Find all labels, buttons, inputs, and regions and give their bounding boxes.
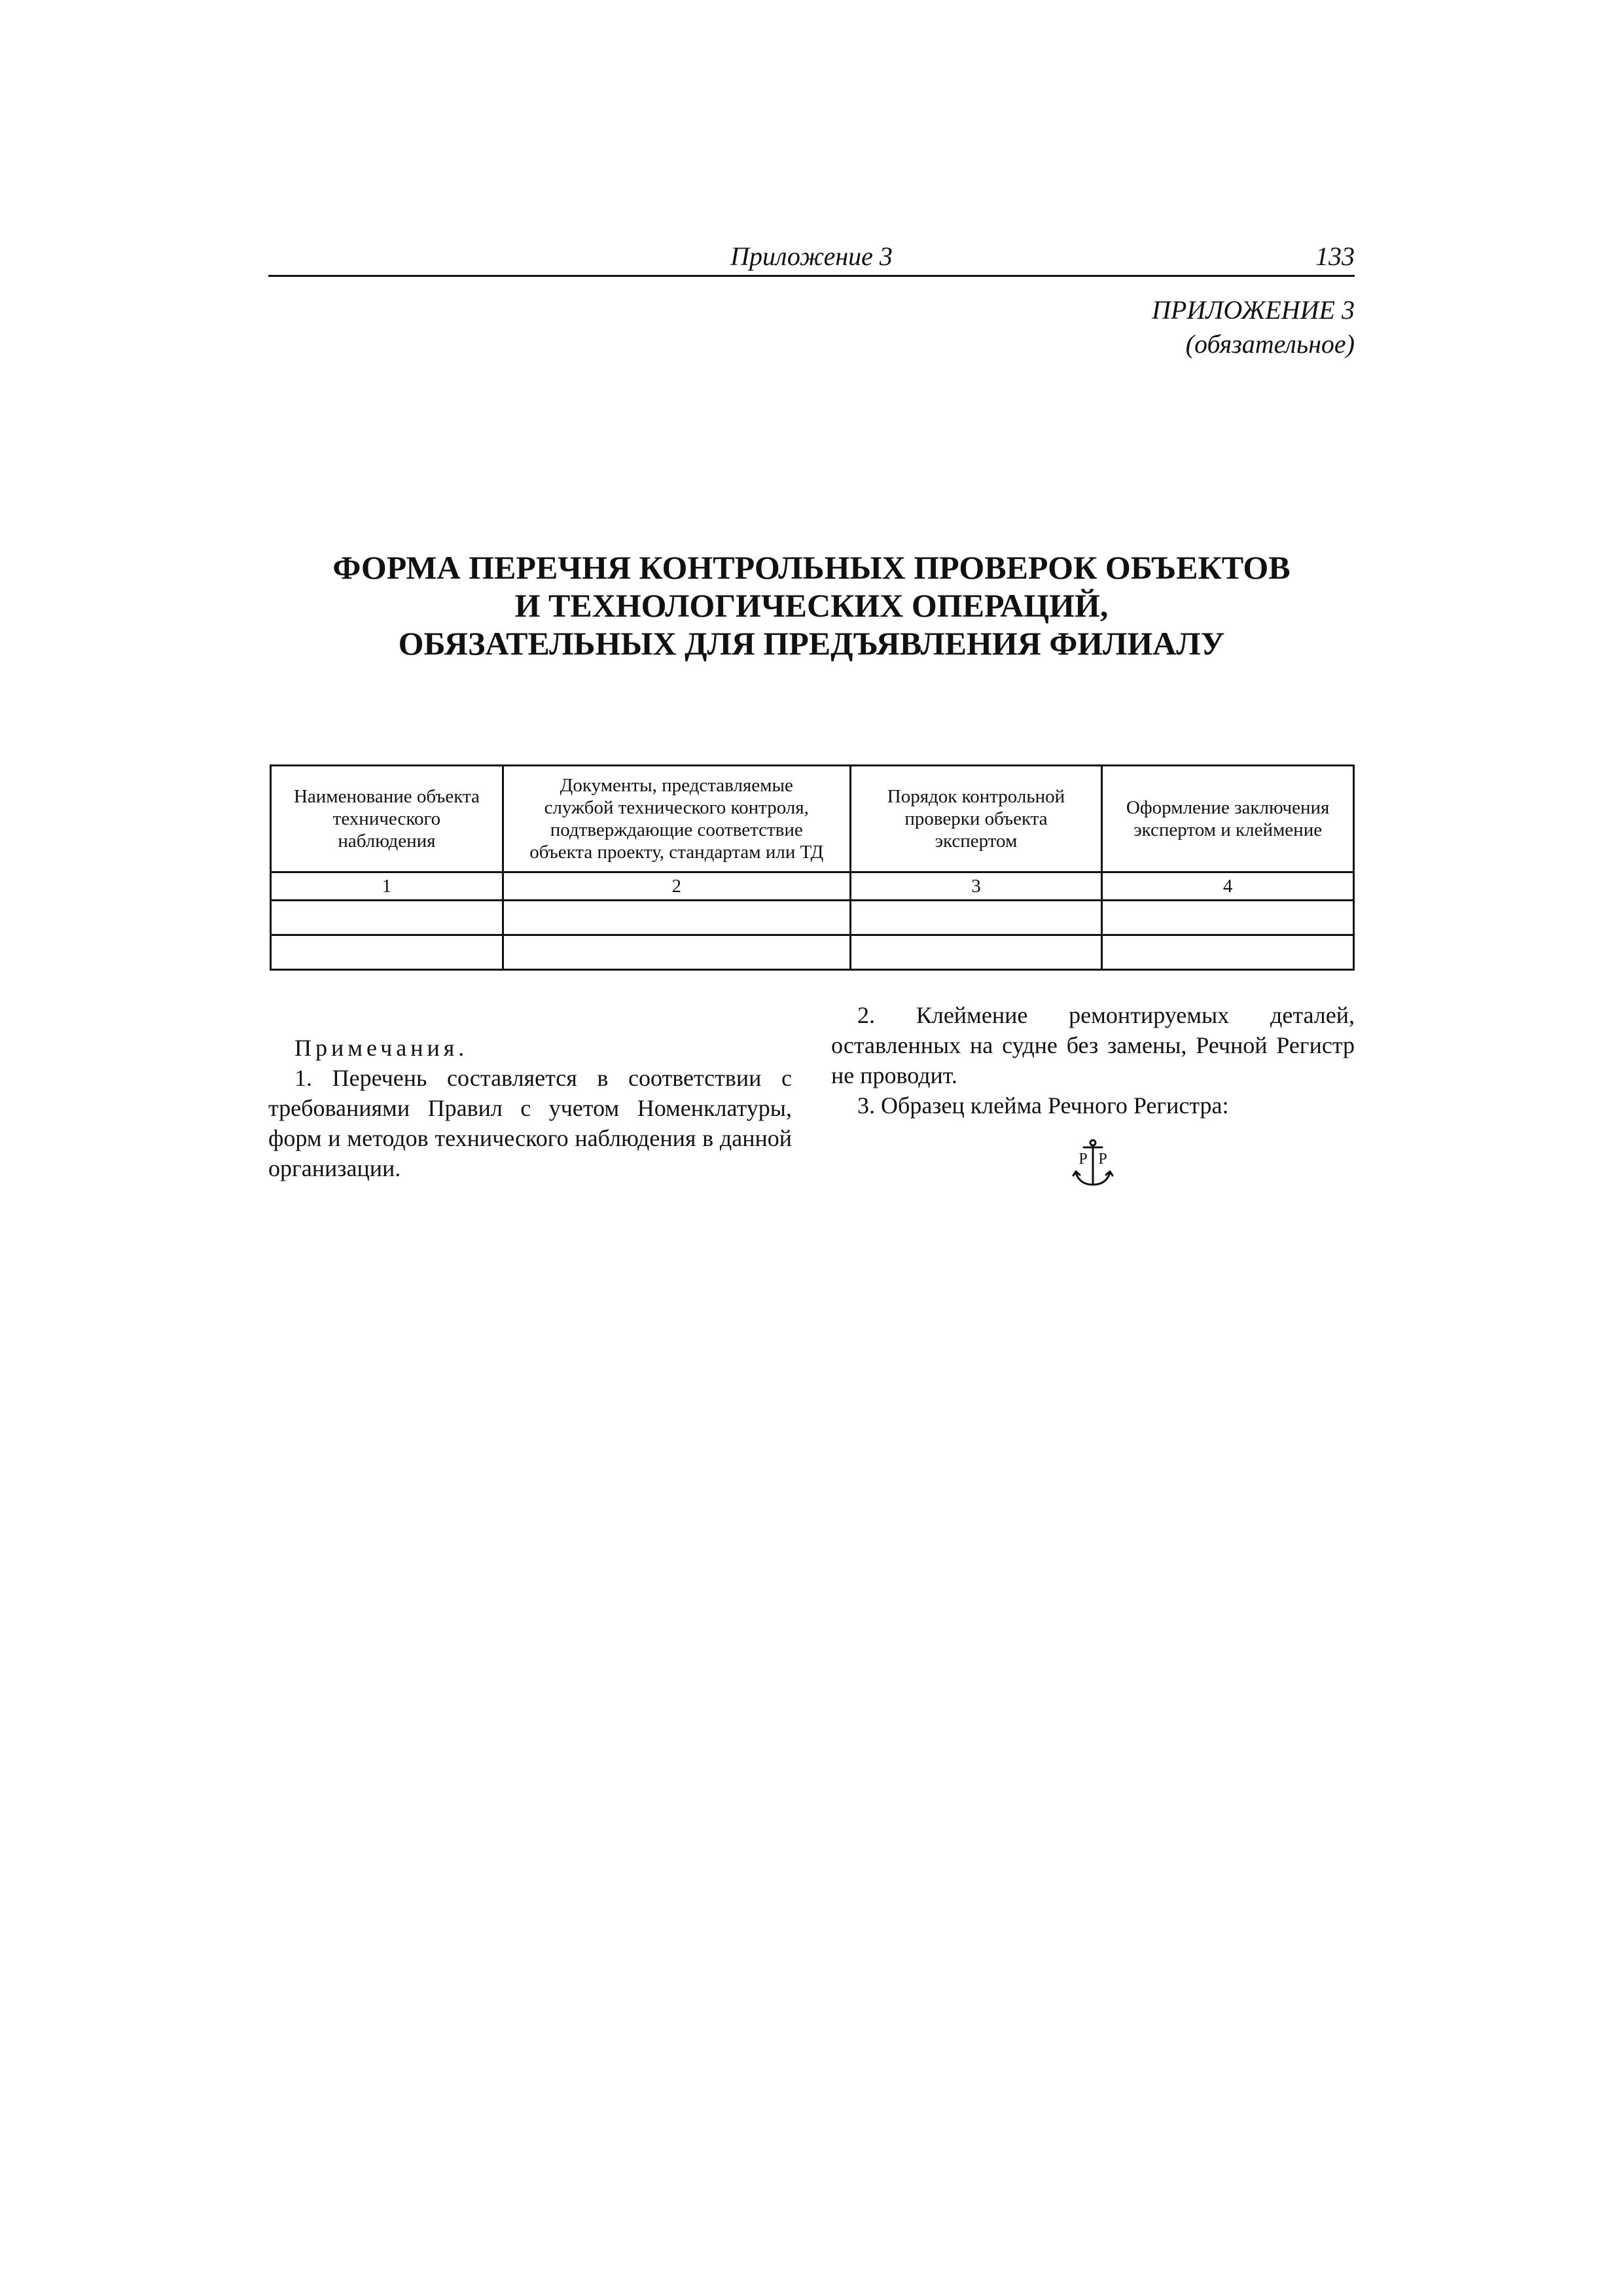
column-number: 4 [1102, 872, 1354, 901]
column-header-documents [503, 766, 850, 872]
checks-form-table [270, 764, 1355, 971]
title-line: И ТЕХНОЛОГИЧЕСКИХ ОПЕРАЦИЙ, [514, 587, 1109, 624]
table-cell [503, 901, 850, 935]
document-title [268, 548, 1355, 662]
anchor-stamp-icon [1067, 1138, 1119, 1190]
column-number: 2 [503, 872, 850, 901]
table-cell [271, 901, 503, 935]
note-item-1: 1. Перечень составляется в соответствии с требованиями Правил с учетом Номенклатуры, форм и методов технического наблюдения в данной организации. [268, 1065, 792, 1181]
header-line: Документы, представляемые [560, 775, 793, 796]
header-line: службой технического контроля, [544, 797, 809, 818]
column-header-procedure [850, 766, 1102, 872]
header-line: проверки объекта [904, 808, 1048, 829]
header-line: экспертом [935, 831, 1018, 852]
table-cell [850, 901, 1102, 935]
running-header [268, 241, 1355, 277]
header-line: подтверждающие соответствие [550, 819, 803, 840]
table-row [271, 935, 1354, 970]
table-row [271, 901, 1354, 935]
table-cell [271, 935, 503, 970]
column-number: 1 [271, 872, 503, 901]
column-header-object [271, 766, 503, 872]
note-item-2: 2. Клеймение ремонтируемых деталей, оставленных на судне без замены, Речной Регистр не проводит. [831, 1002, 1355, 1088]
header-line: Наименование объекта [293, 786, 480, 807]
header-line: экспертом и клеймение [1133, 819, 1323, 840]
table-cell [503, 935, 850, 970]
header-line: Оформление заключения [1126, 797, 1330, 818]
appendix-label [1152, 293, 1355, 361]
notes-column-right [831, 1000, 1355, 1121]
table-cell [850, 935, 1102, 970]
stamp-letter-left: Р [1079, 1151, 1088, 1168]
column-header-conclusion [1102, 766, 1354, 872]
title-line: ОБЯЗАТЕЛЬНЫХ ДЛЯ ПРЕДЪЯВЛЕНИЯ ФИЛИАЛУ [398, 625, 1225, 662]
table-header-row [271, 766, 1354, 872]
running-title: Приложение 3 [730, 242, 893, 271]
note-item-3: 3. Образец клейма Речного Регистра: [857, 1092, 1229, 1119]
title-line: ФОРМА ПЕРЕЧНЯ КОНТРОЛЬНЫХ ПРОВЕРОК ОБЪЕКТОВ [332, 549, 1291, 586]
column-number: 3 [850, 872, 1102, 901]
table-cell [1102, 901, 1354, 935]
appendix-number: ПРИЛОЖЕНИЕ 3 [1152, 295, 1355, 325]
table-cell [1102, 935, 1354, 970]
header-line: Порядок контрольной [887, 786, 1065, 807]
page-number: 133 [1315, 242, 1355, 271]
stamp-letter-right: Р [1098, 1151, 1107, 1168]
appendix-status: (обязательное) [1185, 329, 1355, 359]
header-line: объекта проекту, стандартам или ТД [529, 842, 824, 863]
notes-column-left [268, 1033, 792, 1183]
column-numbers-row [271, 872, 1354, 901]
header-line: наблюдения [338, 831, 436, 852]
notes-heading: Примечания. [294, 1035, 469, 1061]
header-line: технического [332, 808, 441, 829]
